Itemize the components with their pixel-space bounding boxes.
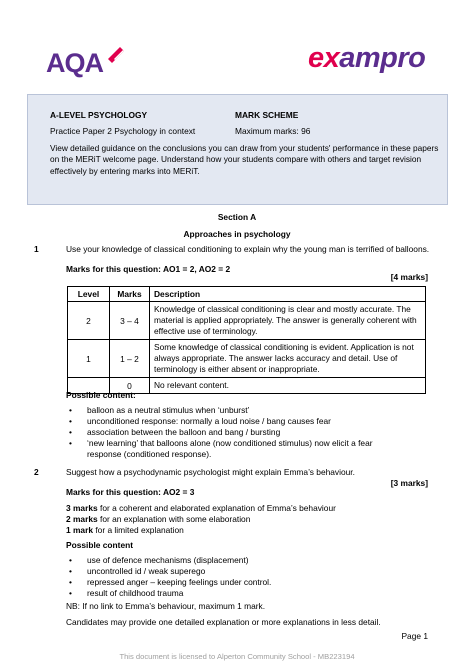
info-row-2 [50, 126, 440, 136]
q2-marks-line: Marks for this question: AO2 = 3 [66, 487, 195, 497]
list-item: • use of defence mechanisms (displacement) [66, 555, 436, 566]
row-marks: 3 – 4 [110, 302, 150, 340]
merit-blurb: View detailed guidance on the conclusions you can draw from your students' performance in these papers on the MERiT welcome page. Understand how your students compare with others and target revision effectively by entering marks into MERiT. [50, 143, 439, 176]
list-item: • balloon as a neutral stimulus when ‘unburst’ [66, 405, 436, 416]
table-header-row [68, 287, 426, 302]
q2-content-list [66, 555, 436, 599]
list-item: • association between the balloon and bang / bursting [66, 427, 436, 438]
aqa-logo-text: AQA [46, 48, 103, 78]
section-subtitle: Approaches in psychology [183, 229, 291, 239]
license-footer: This document is licensed to Alperton Community School - MB223194 [119, 652, 355, 661]
q2-number: 2 [34, 467, 39, 477]
doc-type-label: MARK SCHEME [235, 110, 299, 120]
q2-band-1: 1 mark for a limited explanation [66, 525, 184, 535]
header-level: Level [68, 287, 110, 302]
q2-content-heading: Possible content [66, 540, 134, 550]
subject-label: A-LEVEL PSYCHOLOGY [50, 110, 148, 120]
q1-text: Use your knowledge of classical conditioning to explain why the young man is terrified of balloons. [66, 244, 430, 254]
row-marks: 0 [110, 378, 150, 394]
row-description: Knowledge of classical conditioning is clear and mostly accurate. The material is applied appropriately. The answer is generally coherent with effective use of terminology. [150, 302, 426, 340]
section-title: Section A [217, 212, 257, 222]
info-row-1 [50, 110, 440, 120]
list-item: • ‘new learning’ that balloons alone (now conditioned stimulus) now elicit a fear [66, 438, 436, 449]
header-logos [0, 0, 474, 90]
aqa-logo [46, 44, 126, 77]
q2-total-marks: [3 marks] [390, 478, 428, 488]
q1-number: 1 [34, 244, 39, 254]
row-description: No relevant content. [150, 378, 426, 394]
row-level: 1 [68, 340, 110, 378]
q2-note: NB: If no link to Emma’s behaviour, maximum 1 mark. [66, 601, 266, 611]
row-description: Some knowledge of classical conditioning is evident. Application is not always appropriate. The answer lacks accuracy and detail. Use of terminology is either absent or inappropriate. [150, 340, 426, 378]
row-level: 2 [68, 302, 110, 340]
paper-label: Practice Paper 2 Psychology in context [50, 126, 196, 136]
list-item: • repressed anger – keeping feelings under control. [66, 577, 436, 588]
q1-levels-table [67, 286, 426, 394]
page-number: Page 1 [401, 631, 428, 641]
list-item: • uncontrolled id / weak superego [66, 566, 436, 577]
q1-total-marks: [4 marks] [390, 272, 428, 282]
q1-content-list [66, 405, 436, 449]
q2-band-3: 3 marks for a coherent and elaborated explanation of Emma’s behaviour [66, 503, 336, 513]
q1-marks-line: Marks for this question: AO1 = 2, AO2 = 2 [66, 264, 231, 274]
table-row [68, 340, 426, 378]
q2-candidates-note: Candidates may provide one detailed explanation or more explanations in less detail. [66, 617, 381, 627]
q2-band-2: 2 marks for an explanation with some elaboration [66, 514, 251, 524]
q1-content-continuation: response (conditioned response). [87, 449, 212, 459]
header-description: Description [150, 287, 426, 302]
info-box [27, 94, 448, 205]
list-item: • result of childhood trauma [66, 588, 436, 599]
q2-text: Suggest how a psychodynamic psychologist might explain Emma’s behaviour. [66, 467, 355, 477]
q1-content-heading: Possible content: [66, 390, 136, 400]
list-item: • unconditioned response: normally a loud noise / bang causes fear [66, 416, 436, 427]
max-marks-label: Maximum marks: 96 [235, 126, 311, 136]
aqa-logo-mark-icon [104, 44, 126, 66]
header-marks: Marks [110, 287, 150, 302]
row-marks: 1 – 2 [110, 340, 150, 378]
exampro-logo: exampro [308, 42, 426, 74]
table-row [68, 302, 426, 340]
